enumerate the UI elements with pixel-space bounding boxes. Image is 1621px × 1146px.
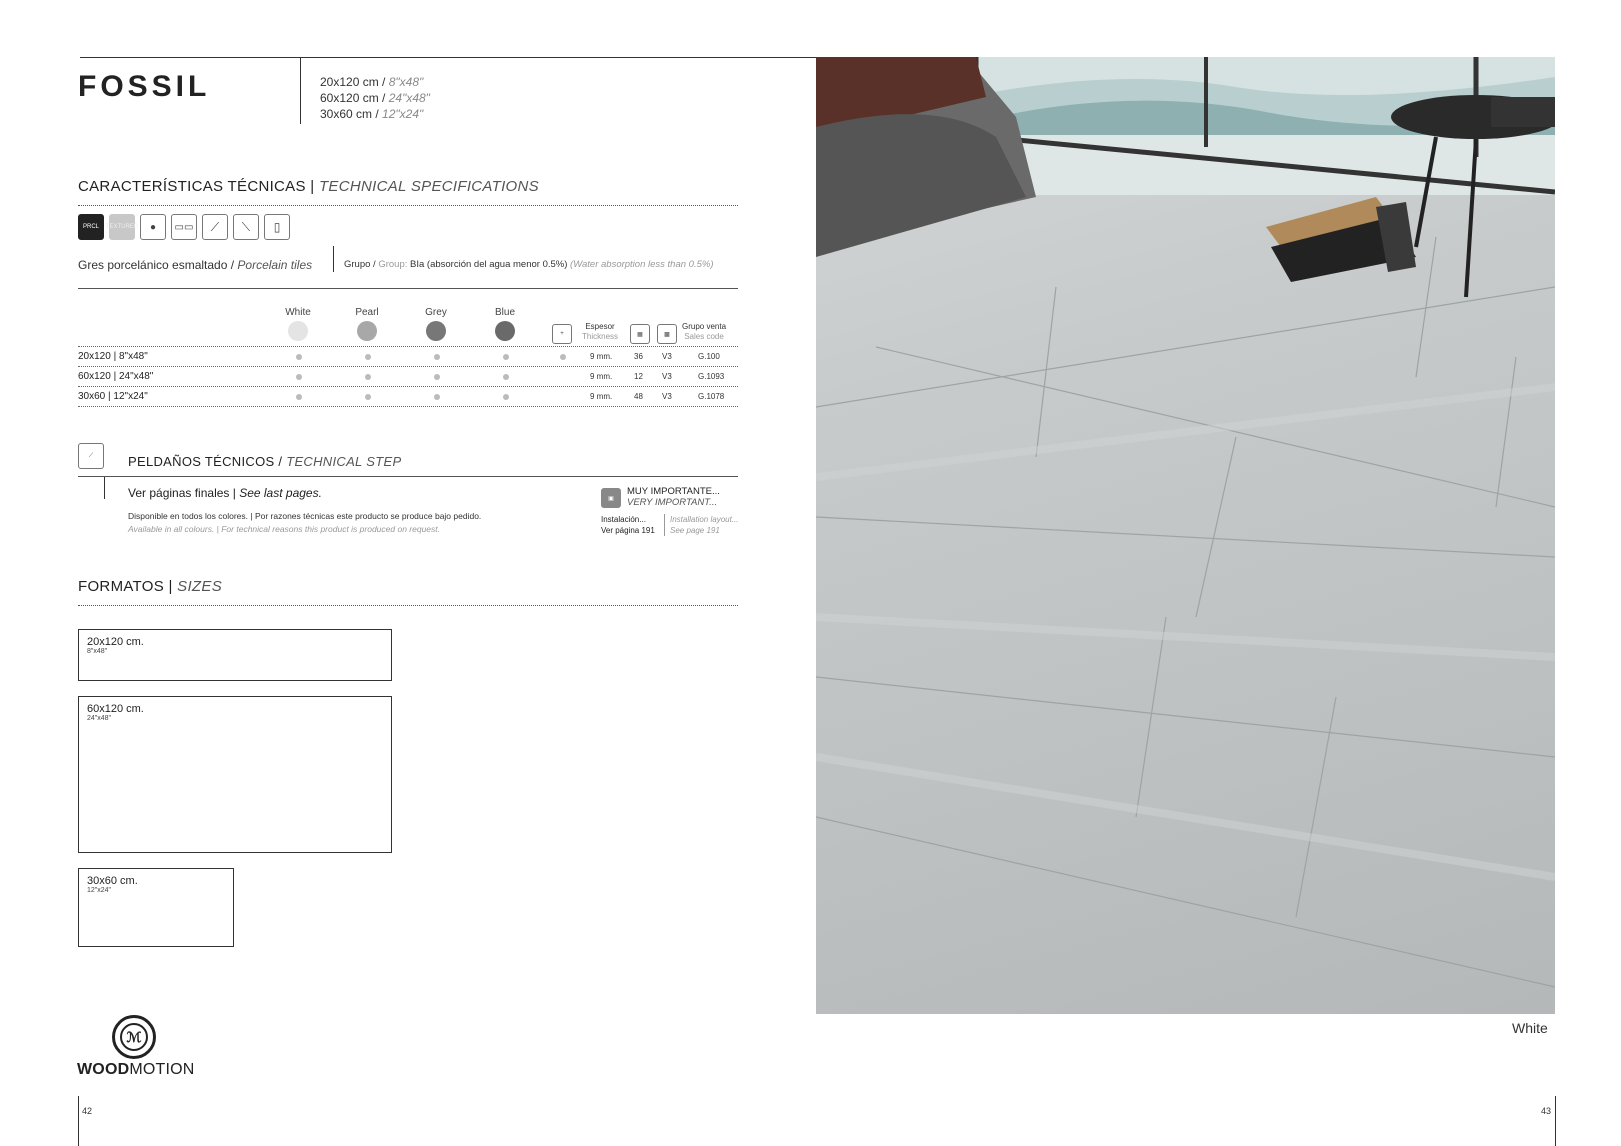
step-small-icon: + [552, 324, 572, 344]
header-size-1: 20x120 cm / 8"x48" [320, 75, 424, 89]
pallet-icon: ▩ [657, 324, 677, 344]
spec-rule [78, 288, 738, 289]
rectified-icon: ▭▭ [171, 214, 197, 240]
install-divider [664, 514, 665, 536]
page-number-right: 43 [1541, 1106, 1552, 1116]
header-size-2: 60x120 cm / 24"x48" [320, 91, 430, 105]
color-blue: Blue [490, 307, 520, 341]
color-white: White [283, 307, 313, 341]
header-size-3: 30x60 cm / 12"x24" [320, 107, 424, 121]
tech-specs-title: CARACTERÍSTICAS TÉCNICAS | TECHNICAL SPECIFICATIONS [78, 178, 539, 195]
swatch-grey [426, 321, 446, 341]
table-row: 30x60 | 12"x24" 9 mm. 48 V3 G.1078 [78, 386, 738, 407]
install-en: Installation layout... See page 191 [670, 515, 739, 535]
room-photo [816, 57, 1555, 1014]
steps-tick [104, 477, 105, 499]
color-pearl: Pearl [352, 307, 382, 341]
formats-rule [78, 605, 738, 606]
format-box-30x60: 30x60 cm. 12"x24" [78, 868, 234, 947]
brand-logo-text: WOODMOTION [77, 1061, 195, 1078]
steps-available-en: Available in all colours. | For technical reasons this product is produced on request. [128, 524, 440, 534]
spec-icons [78, 214, 290, 240]
steps-available-es: Disponible en todos los colores. | Por razones técnicas este producto se produce bajo pedido. [128, 511, 482, 521]
swatch-pearl [357, 321, 377, 341]
spec-table [78, 346, 738, 407]
steps-rule [78, 476, 738, 477]
material-line: Gres porcelánico esmaltado / Porcelain tiles [78, 258, 313, 272]
sales-header: Grupo venta Sales code [682, 322, 727, 341]
important-note: MUY IMPORTANTE... VERY IMPORTANT... [627, 486, 720, 508]
table-row: 60x120 | 24"x48" 9 mm. 12 V3 G.1093 [78, 366, 738, 386]
thickness-header: Espesor Thickness [582, 322, 619, 341]
room-photo-illustration [816, 57, 1555, 1014]
material-divider [333, 246, 334, 272]
swatch-white [288, 321, 308, 341]
steps-title: PELDAÑOS TÉCNICOS / TECHNICAL STEP [128, 454, 402, 469]
format-box-60x120: 60x120 cm. 24"x48" [78, 696, 392, 853]
swatch-blue [495, 321, 515, 341]
color-grey: Grey [421, 307, 451, 341]
photo-caption: White [1512, 1020, 1548, 1036]
page-right-rule [1555, 1096, 1556, 1146]
textured-icon: TEXTURED [109, 214, 135, 240]
install-es: Instalación... Ver página 191 [601, 515, 655, 535]
formats-title: FORMATOS | SIZES [78, 578, 223, 595]
format-box-20x120: 20x120 cm. 8"x48" [78, 629, 392, 681]
matt-icon: ● [140, 214, 166, 240]
table-row: 20x120 | 8"x48" 9 mm. 36 V3 G.100 [78, 346, 738, 366]
product-title: FOSSIL [78, 70, 211, 103]
porcelain-icon: PRCL [78, 214, 104, 240]
floor-icon: ▯ [264, 214, 290, 240]
tech-specs-rule [78, 205, 738, 206]
header-sizes [320, 74, 430, 122]
page-left-rule [78, 1096, 79, 1146]
group-line: Grupo / Group: BIa (absorción del agua menor 0.5%) (Water absorption less than 0.5%) [344, 259, 714, 270]
box-icon: ▦ [630, 324, 650, 344]
page-number-left: 42 [82, 1106, 93, 1116]
steps-see: Ver páginas finales | See last pages. [128, 486, 322, 500]
important-icon: ▣ [601, 488, 621, 508]
top-rule [80, 57, 820, 58]
mm-icon: ⟍ [233, 214, 259, 240]
header-divider [300, 58, 301, 124]
step-icon: ⟋ [78, 443, 104, 469]
thickness-icon: ⟋ [202, 214, 228, 240]
brand-logo-icon: ℳ [112, 1015, 156, 1059]
